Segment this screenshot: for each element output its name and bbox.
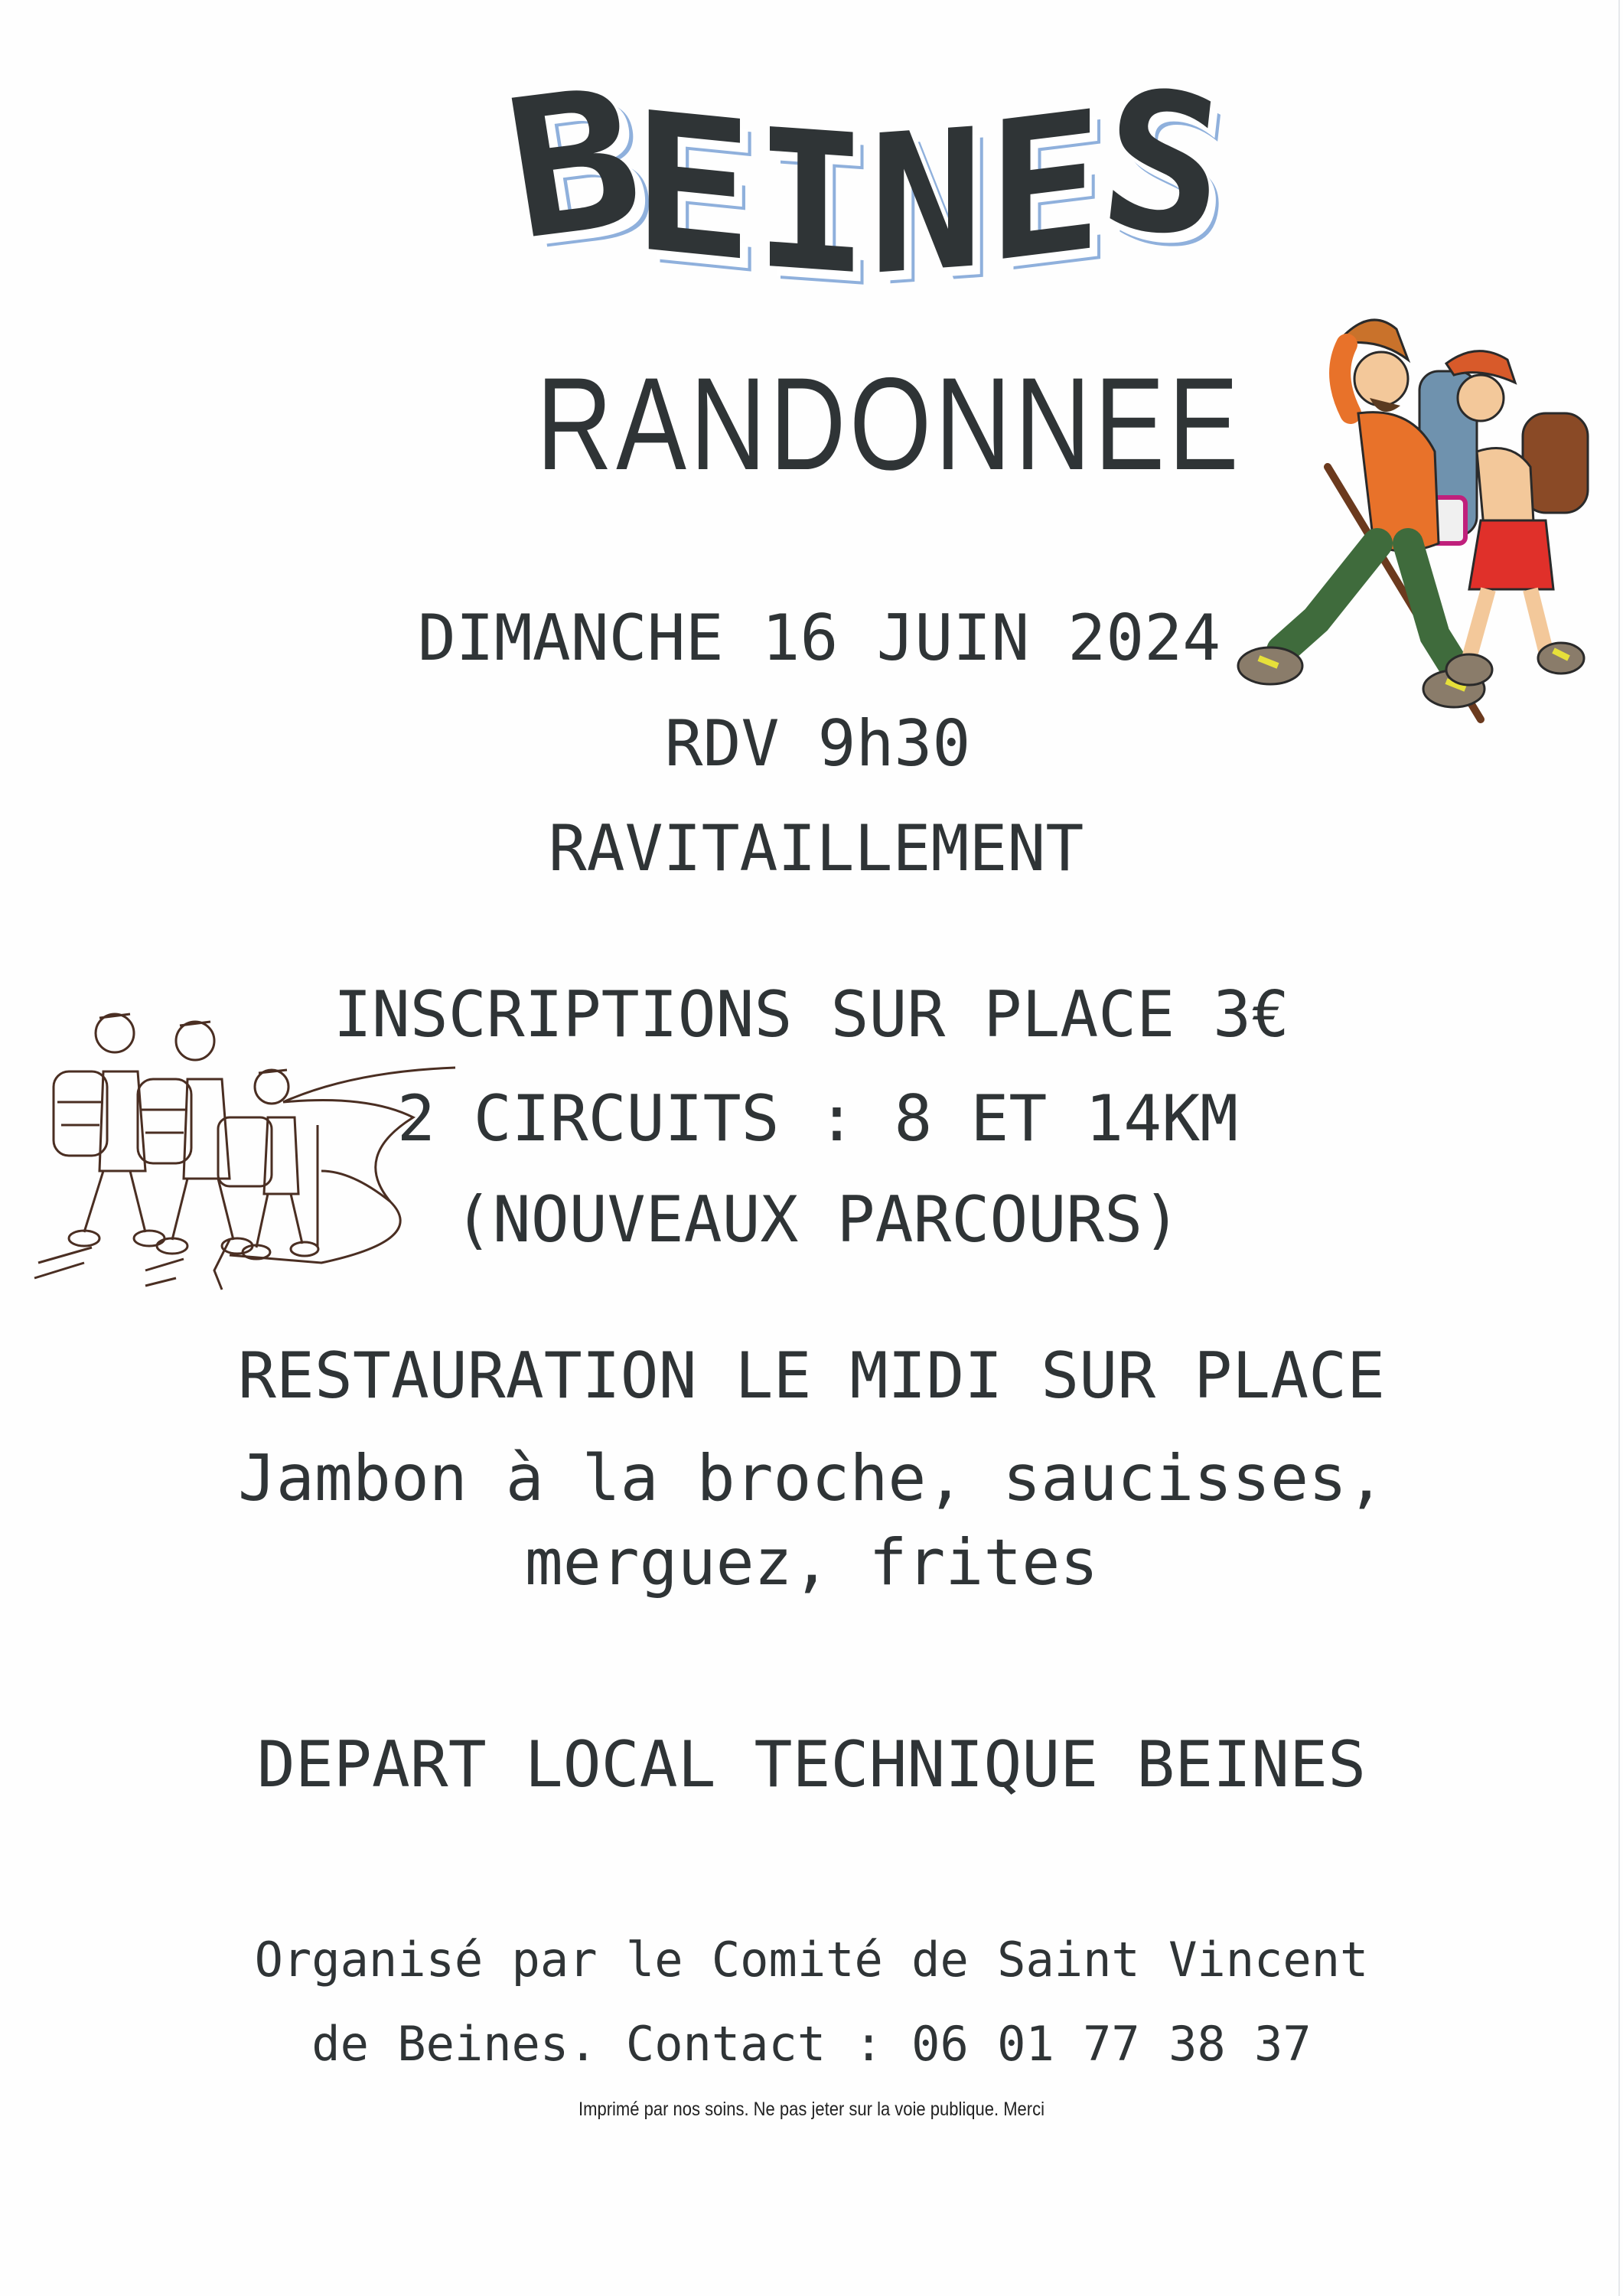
organizer-contact-line: de Beines. Contact : 06 01 77 38 37 xyxy=(311,2016,1312,2072)
registration-info: INSCRIPTIONS SUR PLACE 3€ xyxy=(333,977,1290,1052)
town-title xyxy=(493,45,1236,318)
departure-location: DEPART LOCAL TECHNIQUE BEINES xyxy=(256,1727,1367,1802)
title-letter-e2: E xyxy=(987,68,1103,306)
title-letter-e: E xyxy=(632,70,754,305)
footer-note: Imprimé par nos soins. Ne pas jeter sur la voie publique. Merci xyxy=(578,2099,1045,2120)
title-letter-n: N xyxy=(869,86,984,318)
lunch-menu-line1: Jambon à la broche, saucisses, xyxy=(237,1441,1386,1515)
refreshments: RAVITAILLEMENT xyxy=(548,811,1084,885)
title-letter-b: B xyxy=(493,45,656,283)
lunch-menu-line2: merguez, frites xyxy=(524,1525,1099,1600)
lunch-title: RESTAURATION LE MIDI SUR PLACE xyxy=(237,1339,1386,1413)
title-letter-s: S xyxy=(1090,47,1236,282)
two-hikers-color-illustration xyxy=(1224,298,1599,750)
circuits-info: 2 CIRCUITS : 8 ET 14KM xyxy=(396,1081,1239,1156)
event-date: DIMANCHE 16 JUIN 2024 xyxy=(417,601,1221,675)
circuits-note: (NOUVEAUX PARCOURS) xyxy=(454,1182,1181,1257)
title-letter-i: I xyxy=(754,86,869,318)
event-title: RANDONNEE xyxy=(536,351,1243,497)
organizer-line1: Organisé par le Comité de Saint Vincent xyxy=(254,1932,1369,1988)
meeting-time: RDV 9h30 xyxy=(664,706,971,781)
